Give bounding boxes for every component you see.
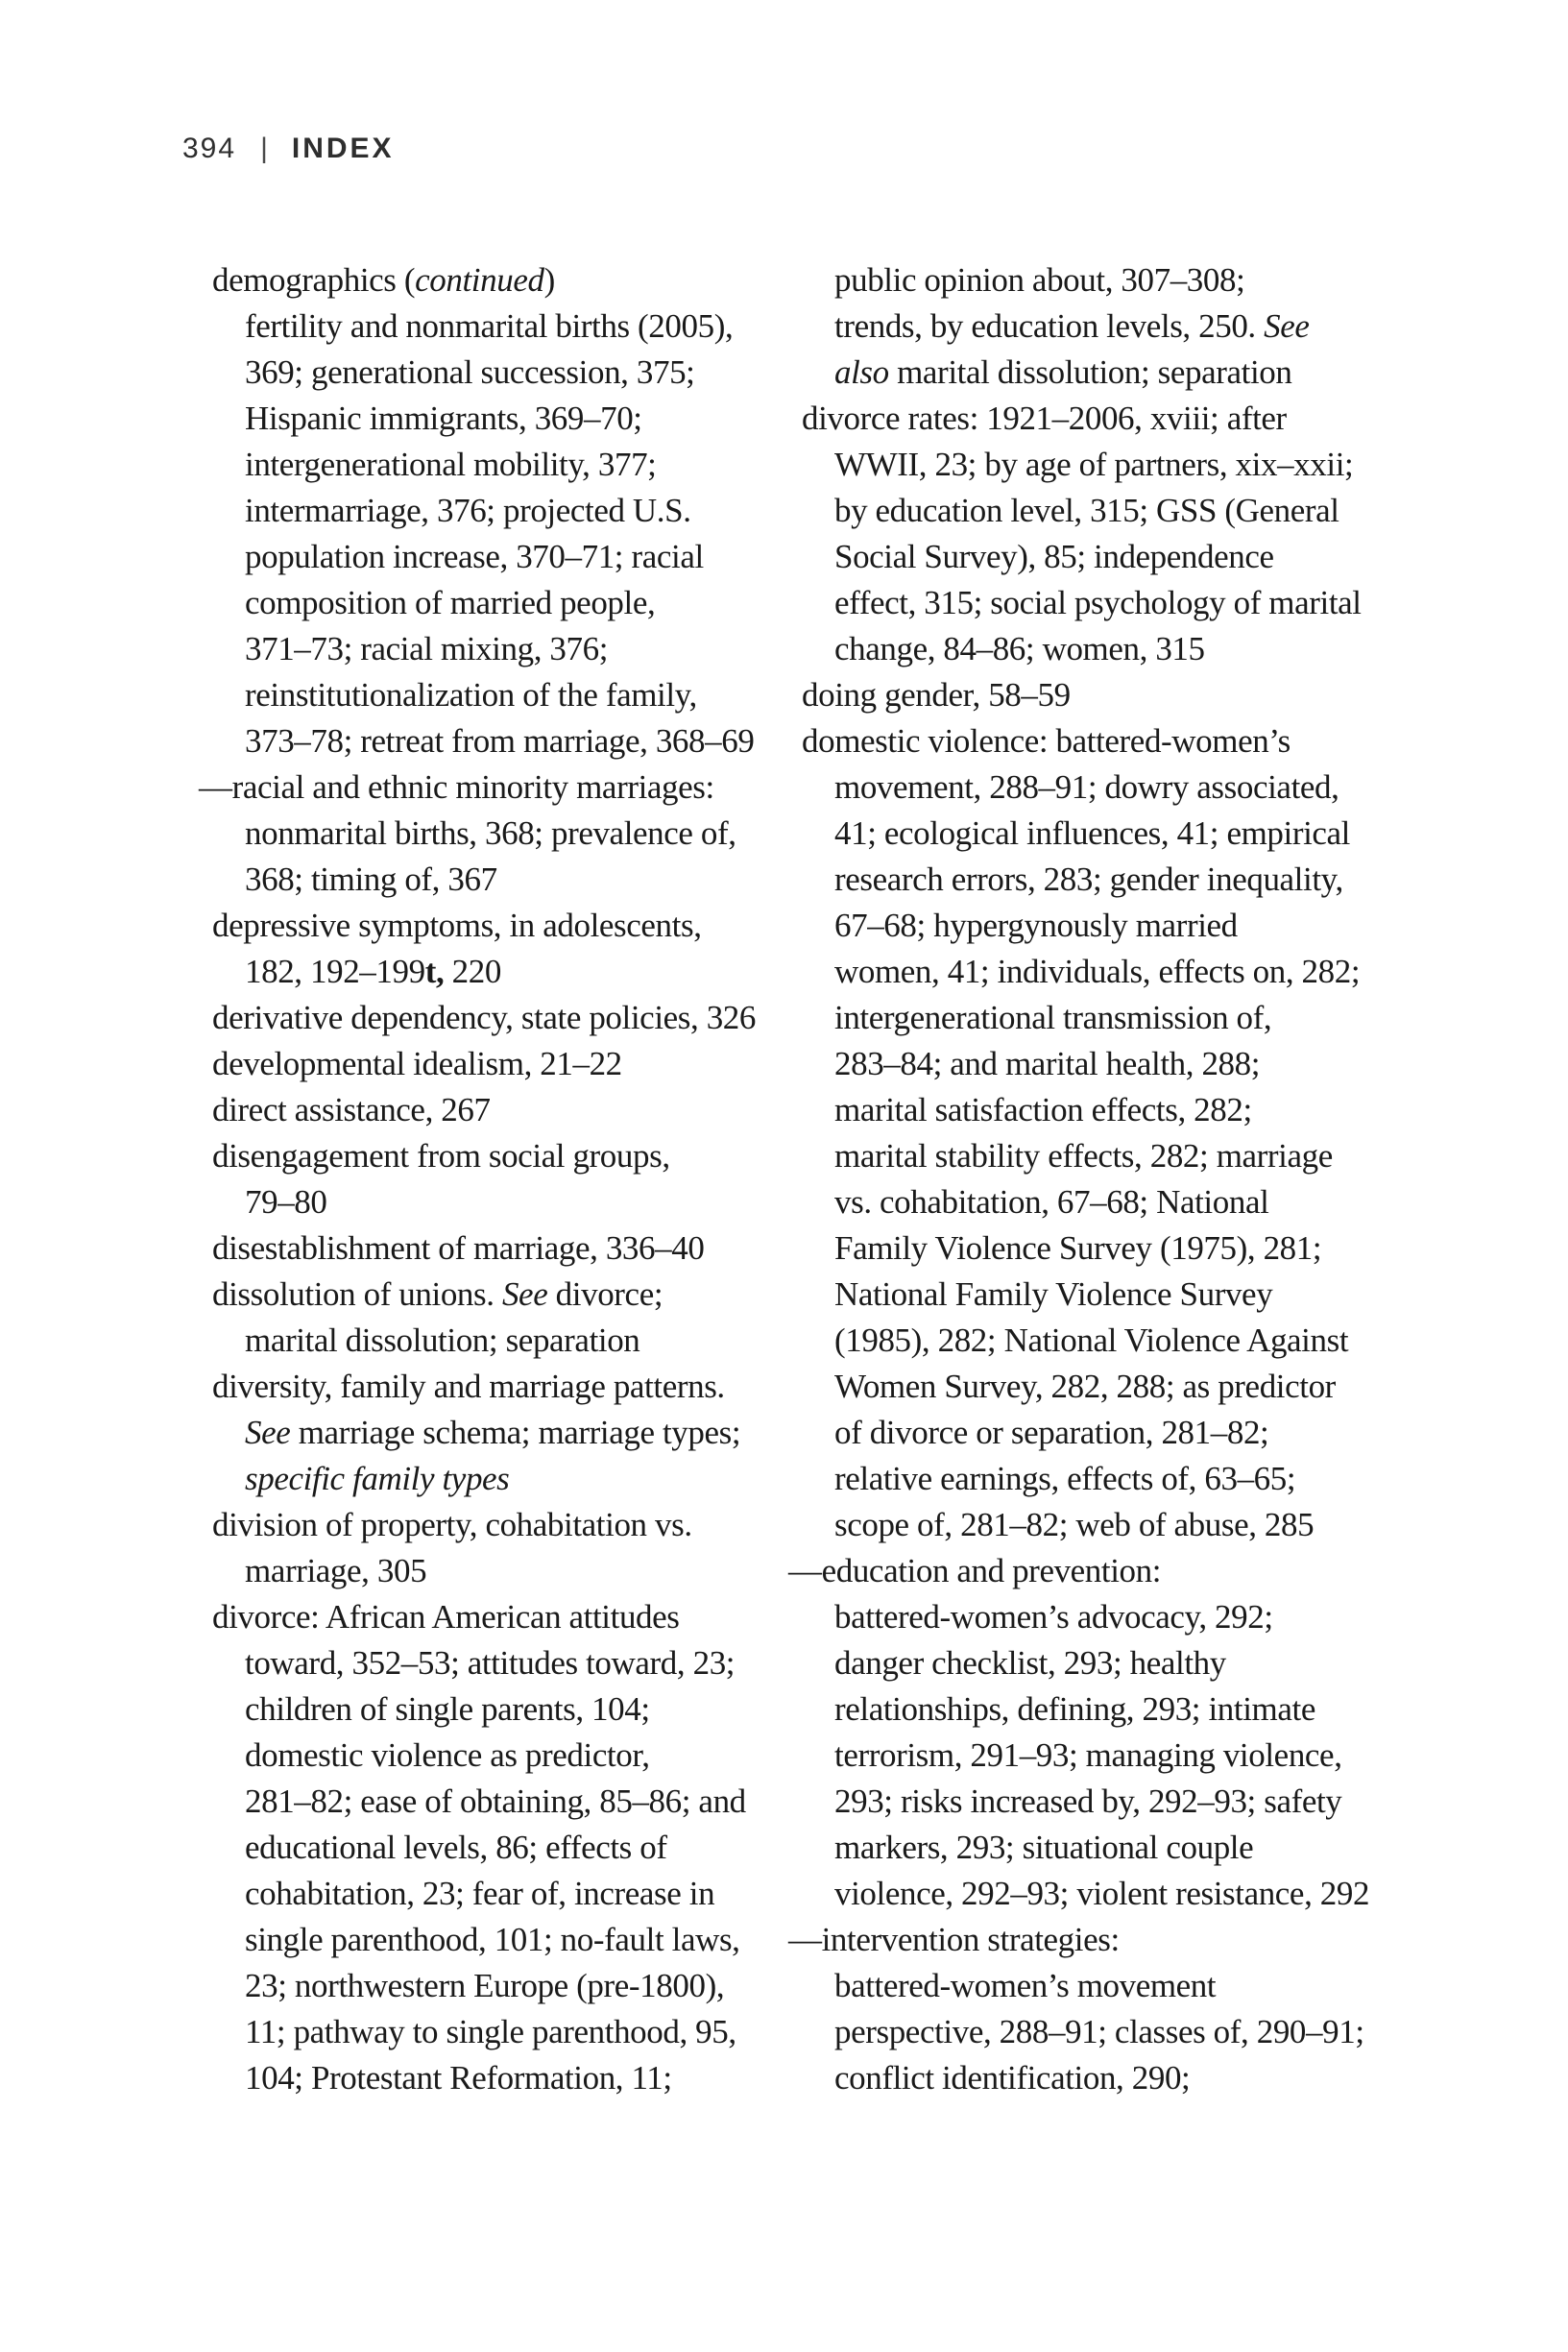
index-line (212, 718, 802, 764)
index-line (802, 1502, 1416, 1548)
index-line (212, 1133, 802, 1179)
index-line (802, 1364, 1416, 1410)
index-line (802, 442, 1416, 488)
index-line (212, 534, 802, 580)
index-line (802, 903, 1416, 949)
text-segment: 220 (444, 953, 501, 990)
text-segment: demographics ( (212, 261, 416, 299)
text-segment: children of single parents, 104; (245, 1690, 650, 1728)
index-line (212, 626, 802, 672)
index-line (212, 350, 802, 396)
index-line (212, 811, 802, 857)
text-segment: toward, 352–53; attitudes toward, 23; (245, 1644, 736, 1682)
text-segment: effect, 315; social psychology of marital (834, 584, 1362, 621)
text-segment: fertility and nonmarital births (2005), (245, 307, 734, 345)
text-segment: —education and prevention: (788, 1552, 1162, 1589)
index-line (802, 303, 1416, 350)
text-segment: divorce: African American attitudes (212, 1598, 680, 1636)
index-line (802, 1318, 1416, 1364)
index-line (212, 1179, 802, 1225)
text-segment: depressive symptoms, in adolescents, (212, 907, 702, 944)
index-line (802, 488, 1416, 534)
text-segment: National Family Violence Survey (834, 1275, 1273, 1313)
text-segment: violence, 292–93; violent resistance, 292 (834, 1875, 1370, 1912)
index-line (212, 672, 802, 718)
text-segment: Social Survey), 85; independence (834, 538, 1274, 575)
text-segment: See (501, 1275, 548, 1313)
text-segment: disengagement from social groups, (212, 1137, 670, 1175)
index-line (212, 396, 802, 442)
text-segment: by education level, 315; GSS (General (834, 492, 1339, 529)
text-segment: 293; risks increased by, 292–93; safety (834, 1782, 1342, 1820)
text-segment: danger checklist, 293; healthy (834, 1644, 1226, 1682)
text-segment: disestablishment of marriage, 336–40 (212, 1229, 705, 1267)
index-line (212, 488, 802, 534)
index-line (212, 857, 802, 903)
text-segment: divorce; (547, 1275, 663, 1313)
text-segment: public opinion about, 307–308; (834, 261, 1245, 299)
page-number: 394 (182, 133, 237, 164)
index-line (802, 1087, 1416, 1133)
index-line (802, 811, 1416, 857)
text-segment: intermarriage, 376; projected U.S. (245, 492, 691, 529)
text-segment: division of property, cohabitation vs. (212, 1506, 692, 1543)
index-line (212, 1456, 802, 1502)
text-segment: 23; northwestern Europe (pre-1800), (245, 1967, 725, 2004)
index-line (212, 1963, 802, 2009)
index-line (802, 1871, 1416, 1917)
text-segment: movement, 288–91; dowry associated, (834, 768, 1339, 806)
text-segment: Family Violence Survey (1975), 281; (834, 1229, 1322, 1267)
index-line (212, 1825, 802, 1871)
text-segment: of divorce or separation, 281–82; (834, 1414, 1269, 1451)
text-segment: derivative dependency, state policies, 326 (212, 999, 756, 1036)
index-line (802, 1272, 1416, 1318)
text-segment: nonmarital births, 368; prevalence of, (245, 814, 736, 852)
index-line (802, 1594, 1416, 1640)
index-line (802, 2055, 1416, 2101)
index-line (802, 257, 1416, 303)
text-segment: 373–78; retreat from marriage, 368–69 (245, 722, 755, 760)
text-segment: perspective, 288–91; classes of, 290–91; (834, 2013, 1364, 2050)
index-line (802, 2009, 1416, 2055)
text-segment: Women Survey, 282, 288; as predictor (834, 1368, 1336, 1405)
text-segment: continued (415, 261, 544, 299)
text-segment: dissolution of unions. (212, 1275, 502, 1313)
index-line (212, 1917, 802, 1963)
text-segment: scope of, 281–82; web of abuse, 285 (834, 1506, 1315, 1543)
text-segment: population increase, 370–71; racial (245, 538, 704, 575)
index-line (802, 626, 1416, 672)
index-line (212, 1318, 802, 1364)
text-segment: (1985), 282; National Violence Against (834, 1321, 1349, 1359)
text-segment: 371–73; racial mixing, 376; (245, 630, 609, 667)
text-segment: doing gender, 58–59 (802, 676, 1071, 714)
text-segment: marital dissolution; separation (245, 1321, 640, 1359)
index-line (802, 857, 1416, 903)
index-line (802, 1179, 1416, 1225)
text-segment: 79–80 (245, 1183, 327, 1221)
index-line (212, 580, 802, 626)
index-line (212, 1779, 802, 1825)
index-line (788, 1548, 1416, 1594)
index-line (212, 1686, 802, 1733)
index-line (212, 303, 802, 350)
index-line (802, 580, 1416, 626)
text-segment: domestic violence: battered-women’s (802, 722, 1291, 760)
text-segment: trends, by education levels, 250. (834, 307, 1265, 345)
index-line (212, 442, 802, 488)
index-line (212, 1087, 802, 1133)
text-segment: 368; timing of, 367 (245, 861, 497, 898)
text-segment: terrorism, 291–93; managing violence, (834, 1736, 1342, 1774)
index-line (802, 1825, 1416, 1871)
index-line (802, 534, 1416, 580)
index-line (802, 396, 1416, 442)
text-segment: 11; pathway to single parenthood, 95, (245, 2013, 736, 2050)
text-segment: relative earnings, effects of, 63–65; (834, 1460, 1296, 1497)
text-segment: marital satisfaction effects, 282; (834, 1091, 1252, 1128)
text-segment: t, (424, 953, 445, 990)
index-line (212, 257, 802, 303)
page-title: INDEX (291, 133, 395, 164)
text-segment: single parenthood, 101; no-fault laws, (245, 1921, 740, 1958)
index-line (802, 949, 1416, 995)
index-line (199, 764, 802, 811)
text-segment: See (245, 1414, 291, 1451)
index-line (802, 718, 1416, 764)
text-segment: 104; Protestant Reformation, 11; (245, 2059, 672, 2097)
index-line (212, 1364, 802, 1410)
index-line (802, 350, 1416, 396)
text-segment: research errors, 283; gender inequality, (834, 861, 1343, 898)
index-line (212, 1640, 802, 1686)
index-line (802, 995, 1416, 1041)
text-segment: cohabitation, 23; fear of, increase in (245, 1875, 715, 1912)
index-line (212, 1225, 802, 1272)
text-segment: developmental idealism, 21–22 (212, 1045, 622, 1082)
text-segment: educational levels, 86; effects of (245, 1829, 667, 1866)
text-segment: 281–82; ease of obtaining, 85–86; and (245, 1782, 746, 1820)
text-segment: 41; ecological influences, 41; empirical (834, 814, 1350, 852)
text-segment: composition of married people, (245, 584, 656, 621)
index-line (212, 1594, 802, 1640)
text-segment: marriage, 305 (245, 1552, 427, 1589)
index-line (802, 1041, 1416, 1087)
index-line (802, 1133, 1416, 1179)
index-line (212, 2055, 802, 2101)
index-line (212, 1733, 802, 1779)
index-line (802, 1410, 1416, 1456)
text-segment: See (1264, 307, 1310, 345)
text-segment: markers, 293; situational couple (834, 1829, 1254, 1866)
index-line (212, 949, 802, 995)
text-segment: —intervention strategies: (788, 1921, 1120, 1958)
text-segment: battered-women’s movement (834, 1967, 1217, 2004)
index-line (802, 1733, 1416, 1779)
text-segment: divorce rates: 1921–2006, xviii; after (802, 400, 1287, 437)
text-segment: ) (543, 261, 555, 299)
index-line (212, 995, 802, 1041)
index-line (802, 1779, 1416, 1825)
text-segment: intergenerational mobility, 377; (245, 446, 657, 483)
text-segment: specific family types (245, 1460, 510, 1497)
text-segment: 67–68; hypergynously married (834, 907, 1238, 944)
text-segment: marriage schema; marriage types; (290, 1414, 741, 1451)
text-segment: diversity, family and marriage patterns. (212, 1368, 725, 1405)
text-segment: change, 84–86; women, 315 (834, 630, 1205, 667)
text-segment: vs. cohabitation, 67–68; National (834, 1183, 1269, 1221)
left-column (199, 257, 802, 2101)
index-line (802, 1640, 1416, 1686)
text-segment: relationships, defining, 293; intimate (834, 1690, 1315, 1728)
text-segment: 283–84; and marital health, 288; (834, 1045, 1261, 1082)
text-segment: marital stability effects, 282; marriage (834, 1137, 1333, 1175)
text-segment: Hispanic immigrants, 369–70; (245, 400, 642, 437)
running-head (182, 133, 395, 165)
index-line (802, 1456, 1416, 1502)
index-line (802, 1686, 1416, 1733)
index-line (802, 764, 1416, 811)
text-segment: conflict identification, 290; (834, 2059, 1191, 2097)
right-column (788, 257, 1416, 2101)
index-line (212, 1041, 802, 1087)
header-separator: | (260, 133, 268, 164)
index-line (212, 1502, 802, 1548)
text-segment: WWII, 23; by age of partners, xix–xxii; (834, 446, 1354, 483)
text-segment: 369; generational succession, 375; (245, 353, 695, 391)
text-segment: —racial and ethnic minority marriages: (199, 768, 714, 806)
text-segment: reinstitutionalization of the family, (245, 676, 697, 714)
index-line (802, 1963, 1416, 2009)
index-line (212, 2009, 802, 2055)
index-line (212, 1272, 802, 1318)
text-segment: direct assistance, 267 (212, 1091, 491, 1128)
text-segment: marital dissolution; separation (888, 353, 1292, 391)
text-segment: women, 41; individuals, effects on, 282; (834, 953, 1361, 990)
index-line (802, 1225, 1416, 1272)
index-line (212, 1548, 802, 1594)
text-segment: also (834, 353, 889, 391)
index-line (212, 1410, 802, 1456)
index-line (212, 903, 802, 949)
index-line (212, 1871, 802, 1917)
text-segment: battered-women’s advocacy, 292; (834, 1598, 1273, 1636)
text-segment: intergenerational transmission of, (834, 999, 1272, 1036)
index-line (802, 672, 1416, 718)
text-segment: domestic violence as predictor, (245, 1736, 650, 1774)
text-segment: 182, 192–199 (245, 953, 425, 990)
index-line (788, 1917, 1416, 1963)
